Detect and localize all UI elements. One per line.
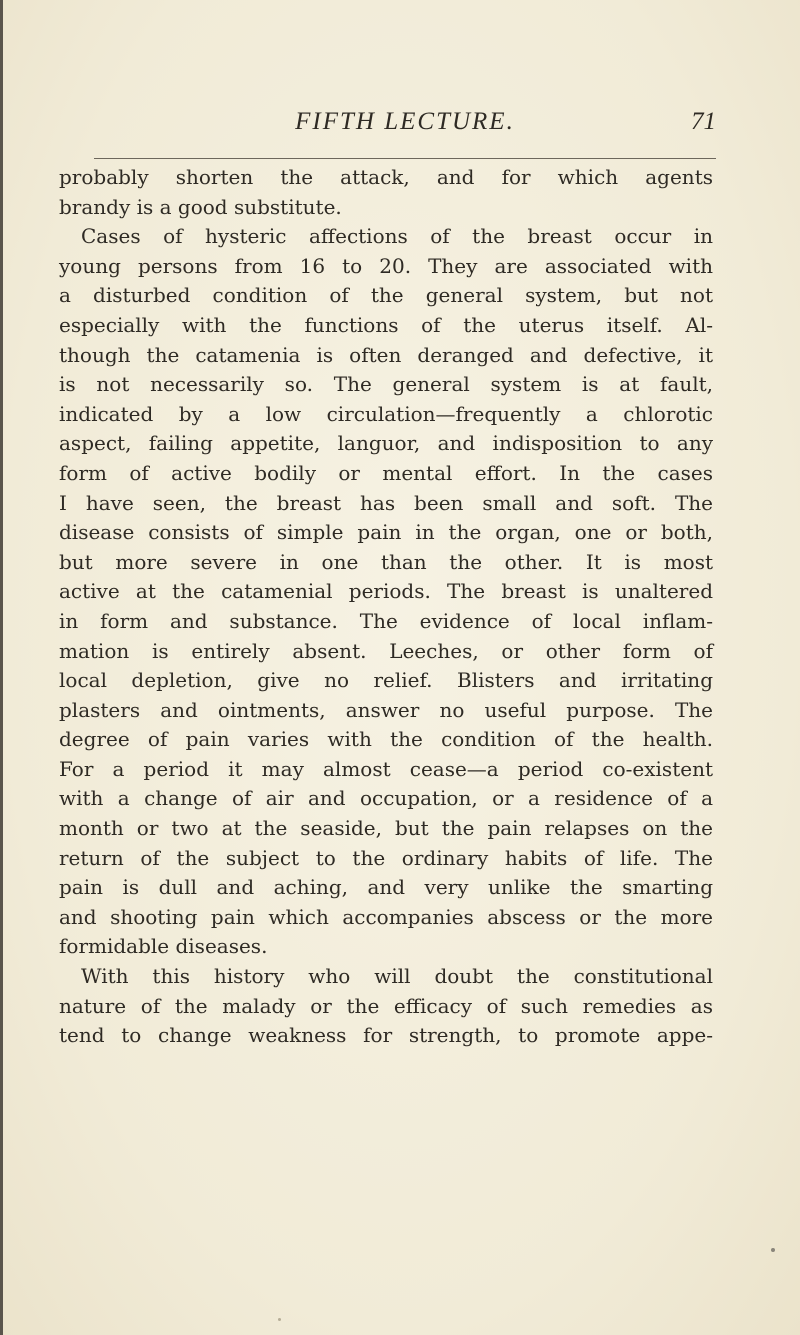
text-line: Cases of hysteric affections of the breast occur in bbox=[81, 224, 713, 249]
text-line: in form and substance. The evidence of local inflam- bbox=[59, 608, 713, 633]
text-line: probably shorten the attack, and for which agents bbox=[59, 165, 713, 189]
running-title: FIFTH LECTURE. bbox=[295, 108, 515, 135]
text-line: is not necessarily so. The general system is at fault, bbox=[59, 372, 713, 397]
text-line: formidable diseases. bbox=[59, 934, 268, 959]
text-line: mation is entirely absent. Leeches, or other form of bbox=[59, 638, 713, 663]
text-line: form of active bodily or mental effort. In the cases bbox=[59, 460, 713, 485]
text-line: though the catamenia is often deranged and defective, it bbox=[59, 342, 713, 367]
page-gutter-edge bbox=[0, 0, 3, 1335]
text-line: With this history who will doubt the constitutional bbox=[81, 964, 713, 989]
text-line: I have seen, the breast has been small and soft. The bbox=[59, 490, 713, 515]
header-rule bbox=[94, 158, 716, 159]
text-line: nature of the malady or the efficacy of such remedies as bbox=[59, 993, 713, 1018]
text-line: especially with the functions of the uterus itself. Al- bbox=[59, 312, 713, 337]
text-line: disease consists of simple pain in the organ, one or both, bbox=[59, 520, 713, 545]
text-line: pain is dull and aching, and very unlike the smarting bbox=[59, 875, 713, 900]
text-line: young persons from 16 to 20. They are associated with bbox=[59, 253, 713, 278]
text-line: tend to change weakness for strength, to promote appe- bbox=[59, 1023, 713, 1048]
margin-speck bbox=[771, 1248, 775, 1252]
text-line: active at the catamenial periods. The breast is unaltered bbox=[59, 579, 713, 604]
running-head bbox=[94, 108, 716, 144]
text-line: a disturbed condition of the general system, but not bbox=[59, 283, 713, 308]
text-line: aspect, failing appetite, languor, and indisposition to any bbox=[59, 431, 713, 456]
text-line: indicated by a low circulation—frequently a chlorotic bbox=[59, 401, 713, 426]
paper-speck bbox=[278, 1318, 281, 1321]
text-line: but more severe in one than the other. It is most bbox=[59, 549, 713, 574]
text-line: brandy is a good substitute. bbox=[59, 194, 342, 219]
text-line: For a period it may almost cease—a period co-existent bbox=[59, 756, 713, 781]
text-line: degree of pain varies with the condition of the health. bbox=[59, 727, 713, 752]
text-line: and shooting pain which accompanies abscess or the more bbox=[59, 904, 713, 929]
text-line: with a change of air and occupation, or a residence of a bbox=[59, 786, 713, 811]
page-number: 71 bbox=[691, 108, 716, 135]
text-line: month or two at the seaside, but the pain relapses on the bbox=[59, 816, 713, 841]
text-line: plasters and ointments, answer no useful purpose. The bbox=[59, 697, 713, 722]
text-line: local depletion, give no relief. Blisters and irritating bbox=[59, 668, 713, 693]
body-text bbox=[59, 163, 713, 1051]
text-line: return of the subject to the ordinary habits of life. The bbox=[59, 845, 713, 870]
